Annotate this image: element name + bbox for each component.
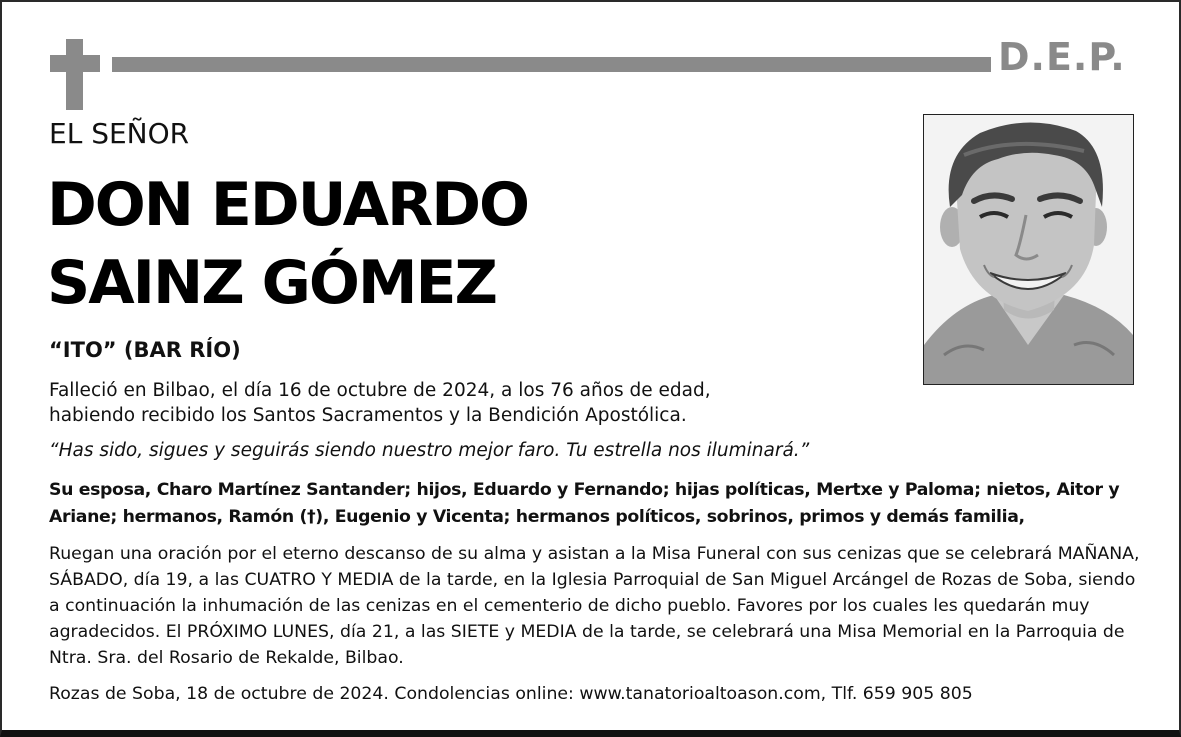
portrait-illustration	[924, 115, 1133, 384]
name-line-2: SAINZ GÓMEZ	[47, 248, 497, 318]
death-notice-line-1: Falleció en Bilbao, el día 16 de octubre de 2024, a los 76 años de edad,	[49, 380, 711, 401]
deceased-name	[47, 166, 528, 322]
footer-contact: Rozas de Soba, 18 de octubre de 2024. Condolencias online: www.tanatorioaltoason.com, Tlf. 659 905 805	[49, 684, 973, 704]
honorific-title: EL SEÑOR	[49, 117, 190, 150]
death-notice	[49, 378, 711, 428]
dep-label: D.E.P.	[998, 35, 1126, 79]
funeral-details: Ruegan una oración por el eterno descanso de su alma y asistan a la Misa Funeral con sus cenizas que se celebrará MAÑANA, SÁBADO, día 19, a las CUATRO Y MEDIA de la tarde, en la Iglesia Parroquial de San Miguel Arcángel de Rozas de Soba, siendo a continuación la inhumación de las cenizas en el cementerio de dicho pueblo. Favores por los cuales les quedarán muy agradecidos. El PRÓXIMO LUNES, día 21, a las SIETE y MEDIA de la tarde, se celebrará una Misa Memorial en la Parroquia de Ntra. Sra. del Rosario de Rekalde, Bilbao.	[49, 544, 1140, 668]
name-line-1: DON EDUARDO	[47, 170, 529, 240]
cross-icon	[66, 39, 83, 110]
cross-icon-bar	[50, 55, 100, 72]
portrait-photo	[923, 114, 1134, 385]
death-notice-line-2: habiendo recibido los Santos Sacramentos y la Bendición Apostólica.	[49, 405, 687, 426]
memorial-quote: “Has sido, sigues y seguirás siendo nuestro mejor faro. Tu estrella nos iluminará.”	[49, 440, 810, 461]
header-rule	[112, 57, 991, 72]
nickname: “ITO” (BAR RÍO)	[49, 338, 241, 362]
family-list: Su esposa, Charo Martínez Santander; hijos, Eduardo y Fernando; hijas políticas, Mertxe y Paloma; nietos, Aitor y Ariane; hermanos, Ramón (†), Eugenio y Vicenta; hermanos políticos, sobrinos, primos y demás familia,	[49, 480, 1120, 527]
